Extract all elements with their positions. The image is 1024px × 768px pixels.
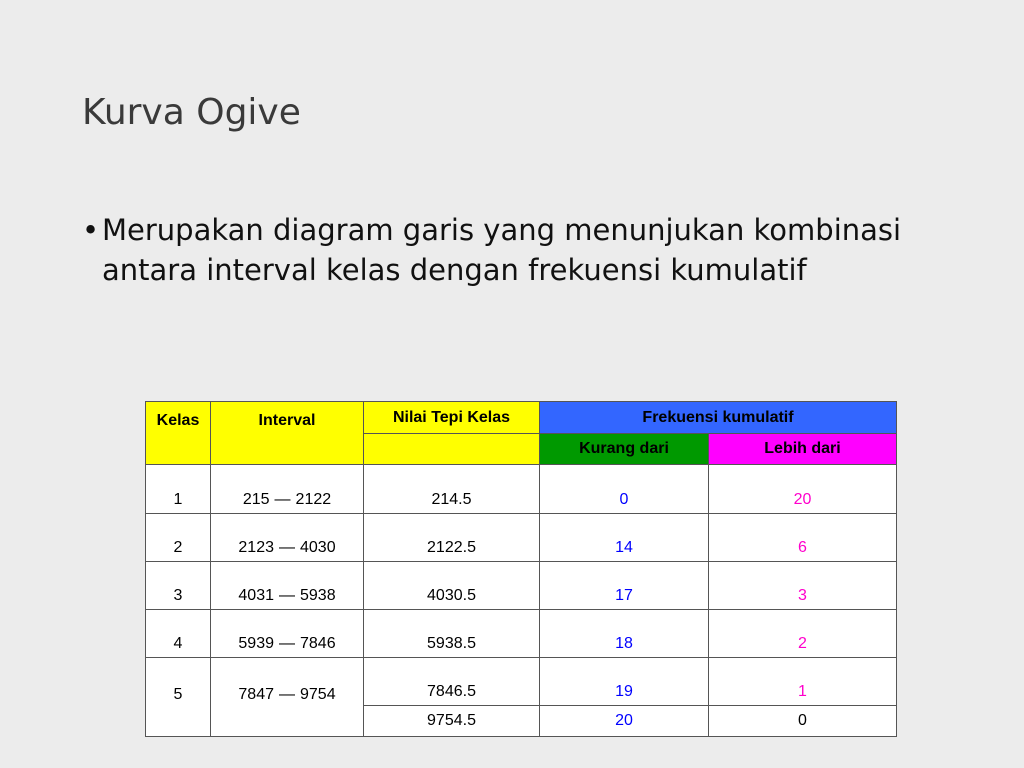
- table-row: [146, 514, 897, 562]
- table-row: [146, 658, 897, 706]
- interval-low: 2123: [238, 539, 274, 556]
- cell-kurang: 14: [540, 514, 709, 562]
- cell-kelas: 4: [146, 610, 211, 658]
- cell-kelas: 5: [146, 658, 211, 737]
- interval-low: 4031: [238, 587, 274, 604]
- interval-low: 7847: [238, 686, 274, 703]
- cell-kurang: 20: [540, 706, 709, 737]
- header-frekuensi-kumulatif: Frekuensi kumulatif: [540, 402, 897, 434]
- interval-low: 215: [242, 491, 270, 508]
- cell-lebih: 3: [709, 562, 897, 610]
- header-kelas: Kelas: [146, 402, 211, 465]
- interval-dash: —: [279, 635, 295, 652]
- interval-high: 2122: [295, 491, 332, 508]
- cell-interval: [211, 610, 364, 658]
- bullet-dot-icon: •: [82, 213, 100, 247]
- cell-lebih: 0: [709, 706, 897, 737]
- header-interval: Interval: [211, 402, 364, 465]
- table-row: [146, 562, 897, 610]
- bullet-text: Merupakan diagram garis yang menunjukan kombinasi antara interval kelas dengan frekuensi kumulatif: [102, 213, 902, 287]
- bullet-item: [82, 210, 942, 290]
- interval-dash: —: [279, 539, 295, 556]
- cell-interval: [211, 514, 364, 562]
- interval-dash: —: [279, 587, 295, 604]
- table-row: [146, 610, 897, 658]
- cell-tepi: 5938.5: [364, 610, 540, 658]
- cell-interval: [211, 465, 364, 514]
- cell-tepi: 214.5: [364, 465, 540, 514]
- interval-high: 5938: [300, 587, 336, 604]
- interval-dash: —: [279, 686, 295, 703]
- interval-dash: —: [274, 491, 291, 508]
- cell-lebih: 2: [709, 610, 897, 658]
- cell-interval: [211, 658, 364, 737]
- cell-kurang: 19: [540, 658, 709, 706]
- cell-lebih: 6: [709, 514, 897, 562]
- cell-kelas: 3: [146, 562, 211, 610]
- header-nilai-tepi-blank: [364, 434, 540, 465]
- cell-lebih: 20: [709, 465, 897, 514]
- header-nilai-tepi: Nilai Tepi Kelas: [364, 402, 540, 434]
- cell-kurang: 17: [540, 562, 709, 610]
- interval-high: 9754: [300, 686, 336, 703]
- cell-kelas: 2: [146, 514, 211, 562]
- interval-high: 4030: [300, 539, 336, 556]
- cell-tepi: 7846.5: [364, 658, 540, 706]
- slide-title: Kurva Ogive: [82, 92, 301, 133]
- interval-low: 5939: [238, 635, 274, 652]
- cell-tepi: 9754.5: [364, 706, 540, 737]
- cell-tepi: 4030.5: [364, 562, 540, 610]
- cell-interval: [211, 562, 364, 610]
- table-row: [146, 465, 897, 514]
- header-lebih-dari: Lebih dari: [709, 434, 897, 465]
- cell-kurang: 18: [540, 610, 709, 658]
- cell-tepi: 2122.5: [364, 514, 540, 562]
- interval-high: 7846: [300, 635, 336, 652]
- header-kurang-dari: Kurang dari: [540, 434, 709, 465]
- cell-kurang: 0: [540, 465, 709, 514]
- cell-lebih: 1: [709, 658, 897, 706]
- ogive-table: [145, 401, 897, 737]
- cell-kelas: 1: [146, 465, 211, 514]
